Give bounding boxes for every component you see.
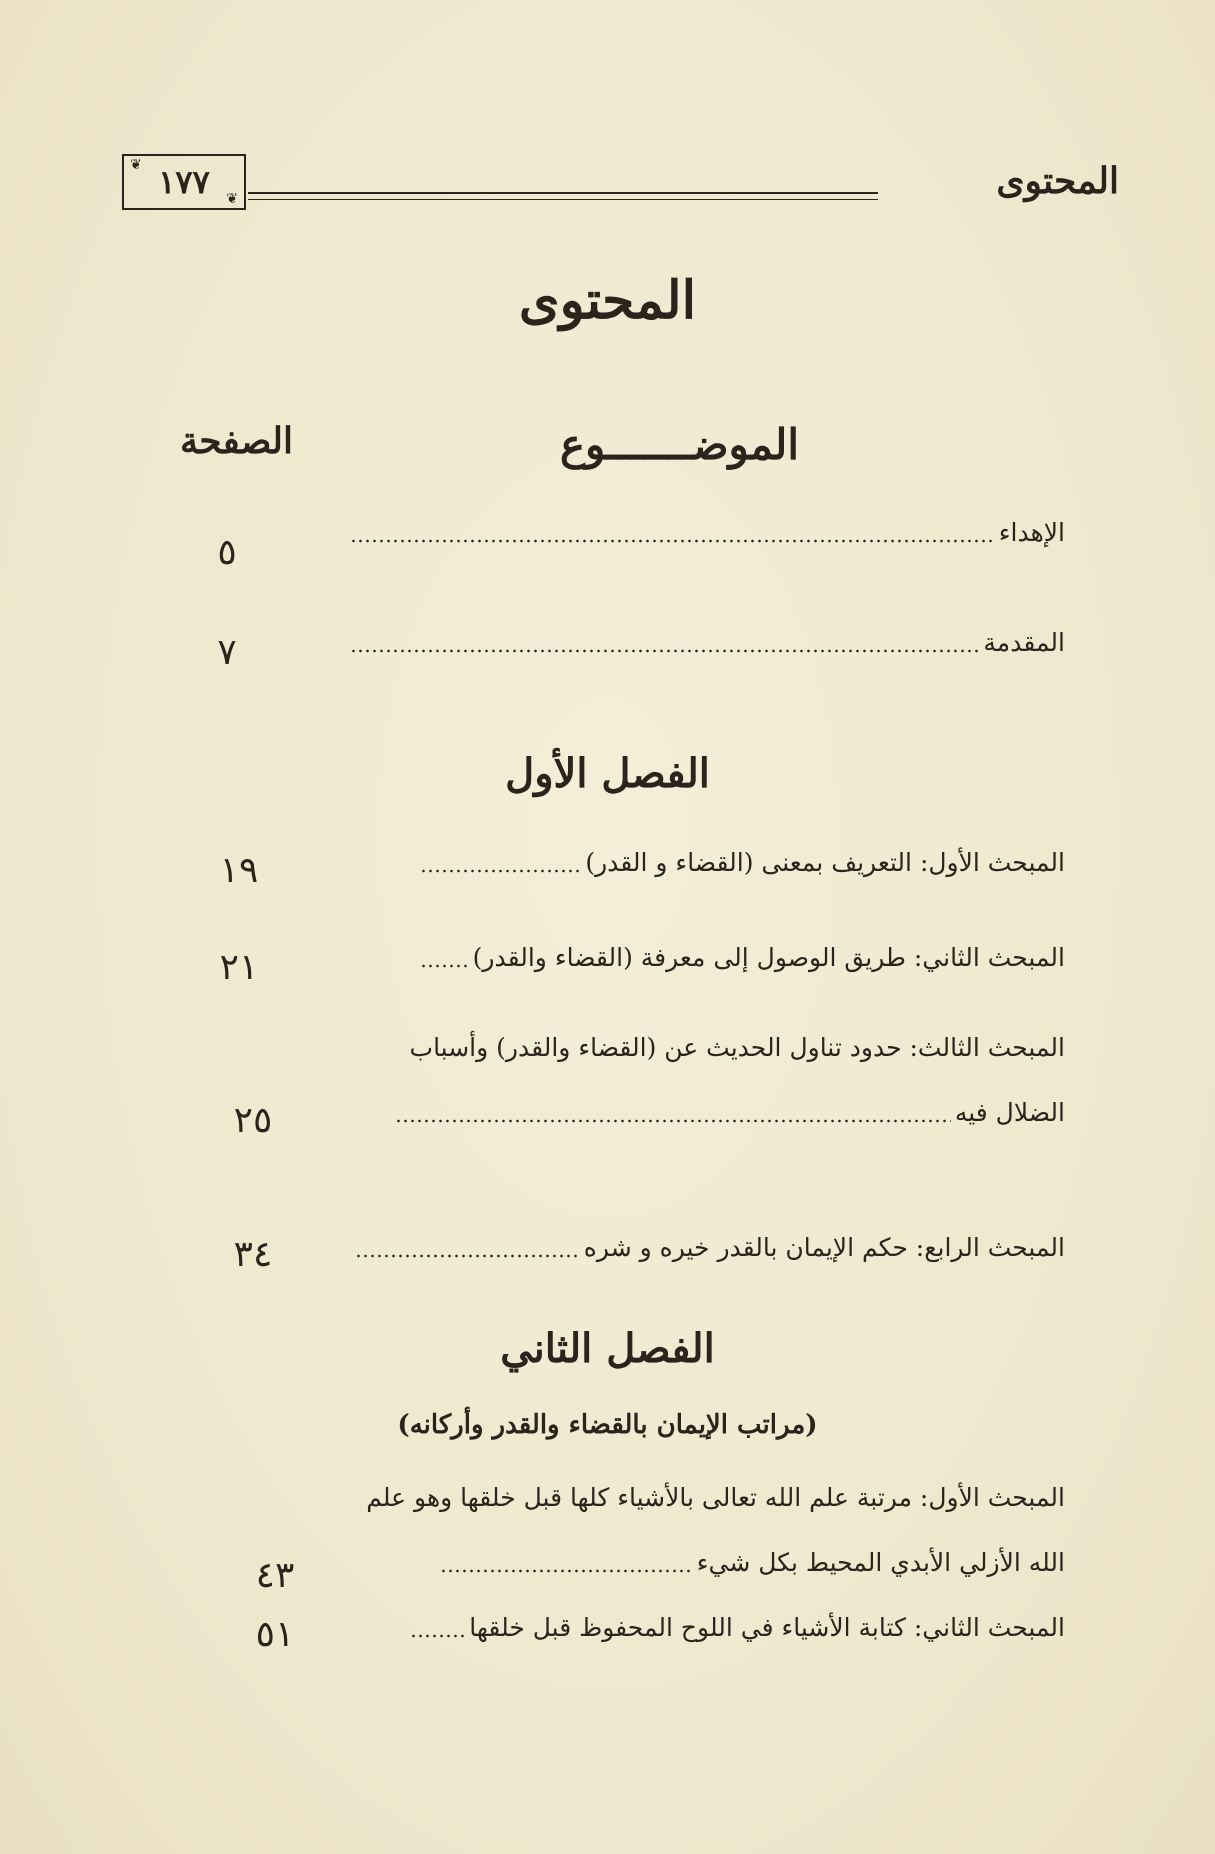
leader-dots bbox=[420, 867, 581, 875]
column-header-topic: الموضـــــــوع bbox=[560, 420, 799, 469]
toc-entry-label: المقدمة bbox=[983, 628, 1065, 657]
toc-entry-page: ٧ bbox=[217, 632, 237, 673]
toc-entry-label: المبحث الثاني: طريق الوصول إلى معرفة (القضاء والقدر) bbox=[472, 943, 1065, 972]
leader-dots bbox=[350, 537, 995, 545]
toc-entry-page: ٤٣ bbox=[255, 1555, 295, 1596]
leader-dots bbox=[355, 1252, 580, 1260]
chapter-heading: الفصل الأول bbox=[505, 750, 710, 797]
floral-ornament-icon: ❦ bbox=[130, 157, 142, 173]
toc-entry bbox=[420, 840, 1065, 886]
chapter-subheading: (مراتب الإيمان بالقضاء والقدر وأركانه) bbox=[397, 1410, 818, 1440]
toc-entry-page: ١٩ bbox=[219, 850, 259, 891]
toc-entry-label: الضلال فيه bbox=[954, 1098, 1065, 1127]
toc-entry-label-line1: المبحث الثالث: حدود تناول الحديث عن (القضاء والقدر) وأسباب bbox=[409, 1033, 1065, 1062]
leader-dots bbox=[350, 647, 979, 655]
header-rule-thin bbox=[248, 199, 878, 200]
leader-dots bbox=[410, 1632, 465, 1640]
page-number-frame bbox=[122, 154, 246, 210]
chapter-heading: الفصل الثاني bbox=[500, 1325, 715, 1372]
toc-entry bbox=[410, 1605, 1065, 1651]
header-rule bbox=[248, 192, 878, 194]
toc-entry-label: الله الأزلي الأبدي المحيط بكل شيء bbox=[696, 1548, 1065, 1577]
toc-entry-page: ٥ bbox=[217, 532, 237, 573]
page-title: المحتوى bbox=[518, 270, 697, 331]
leader-dots bbox=[420, 962, 469, 970]
toc-entry bbox=[420, 935, 1065, 981]
toc-entry-label: الإهداء bbox=[998, 518, 1065, 547]
page-number: ١٧٧ bbox=[158, 163, 210, 201]
toc-entry-label: المبحث الثاني: كتابة الأشياء في اللوح المحفوظ قبل خلقها bbox=[469, 1613, 1065, 1642]
toc-entry bbox=[395, 1090, 1065, 1136]
leader-dots bbox=[440, 1567, 693, 1575]
toc-entry-label: المبحث الأول: التعريف بمعنى (القضاء و القدر) bbox=[585, 848, 1065, 877]
toc-entry bbox=[440, 1540, 1065, 1586]
running-header-title: المحتوى bbox=[996, 160, 1119, 202]
toc-entry-page: ٢٥ bbox=[233, 1100, 273, 1141]
toc-entry-label: المبحث الرابع: حكم الإيمان بالقدر خيره و شره bbox=[583, 1233, 1065, 1262]
toc-entry bbox=[350, 510, 1065, 556]
floral-ornament-icon: ❦ bbox=[226, 191, 238, 207]
toc-entry-page: ٣٤ bbox=[233, 1234, 273, 1275]
toc-entry-page: ٥١ bbox=[255, 1614, 295, 1655]
toc-entry bbox=[355, 1225, 1065, 1271]
column-header-page: الصفحة bbox=[180, 420, 293, 462]
toc-entry-label-line1: المبحث الأول: مرتبة علم الله تعالى بالأشياء كلها قبل خلقها وهو علم bbox=[366, 1483, 1065, 1512]
toc-entry-page: ٢١ bbox=[219, 947, 259, 988]
leader-dots bbox=[395, 1117, 951, 1125]
toc-entry bbox=[350, 620, 1065, 666]
